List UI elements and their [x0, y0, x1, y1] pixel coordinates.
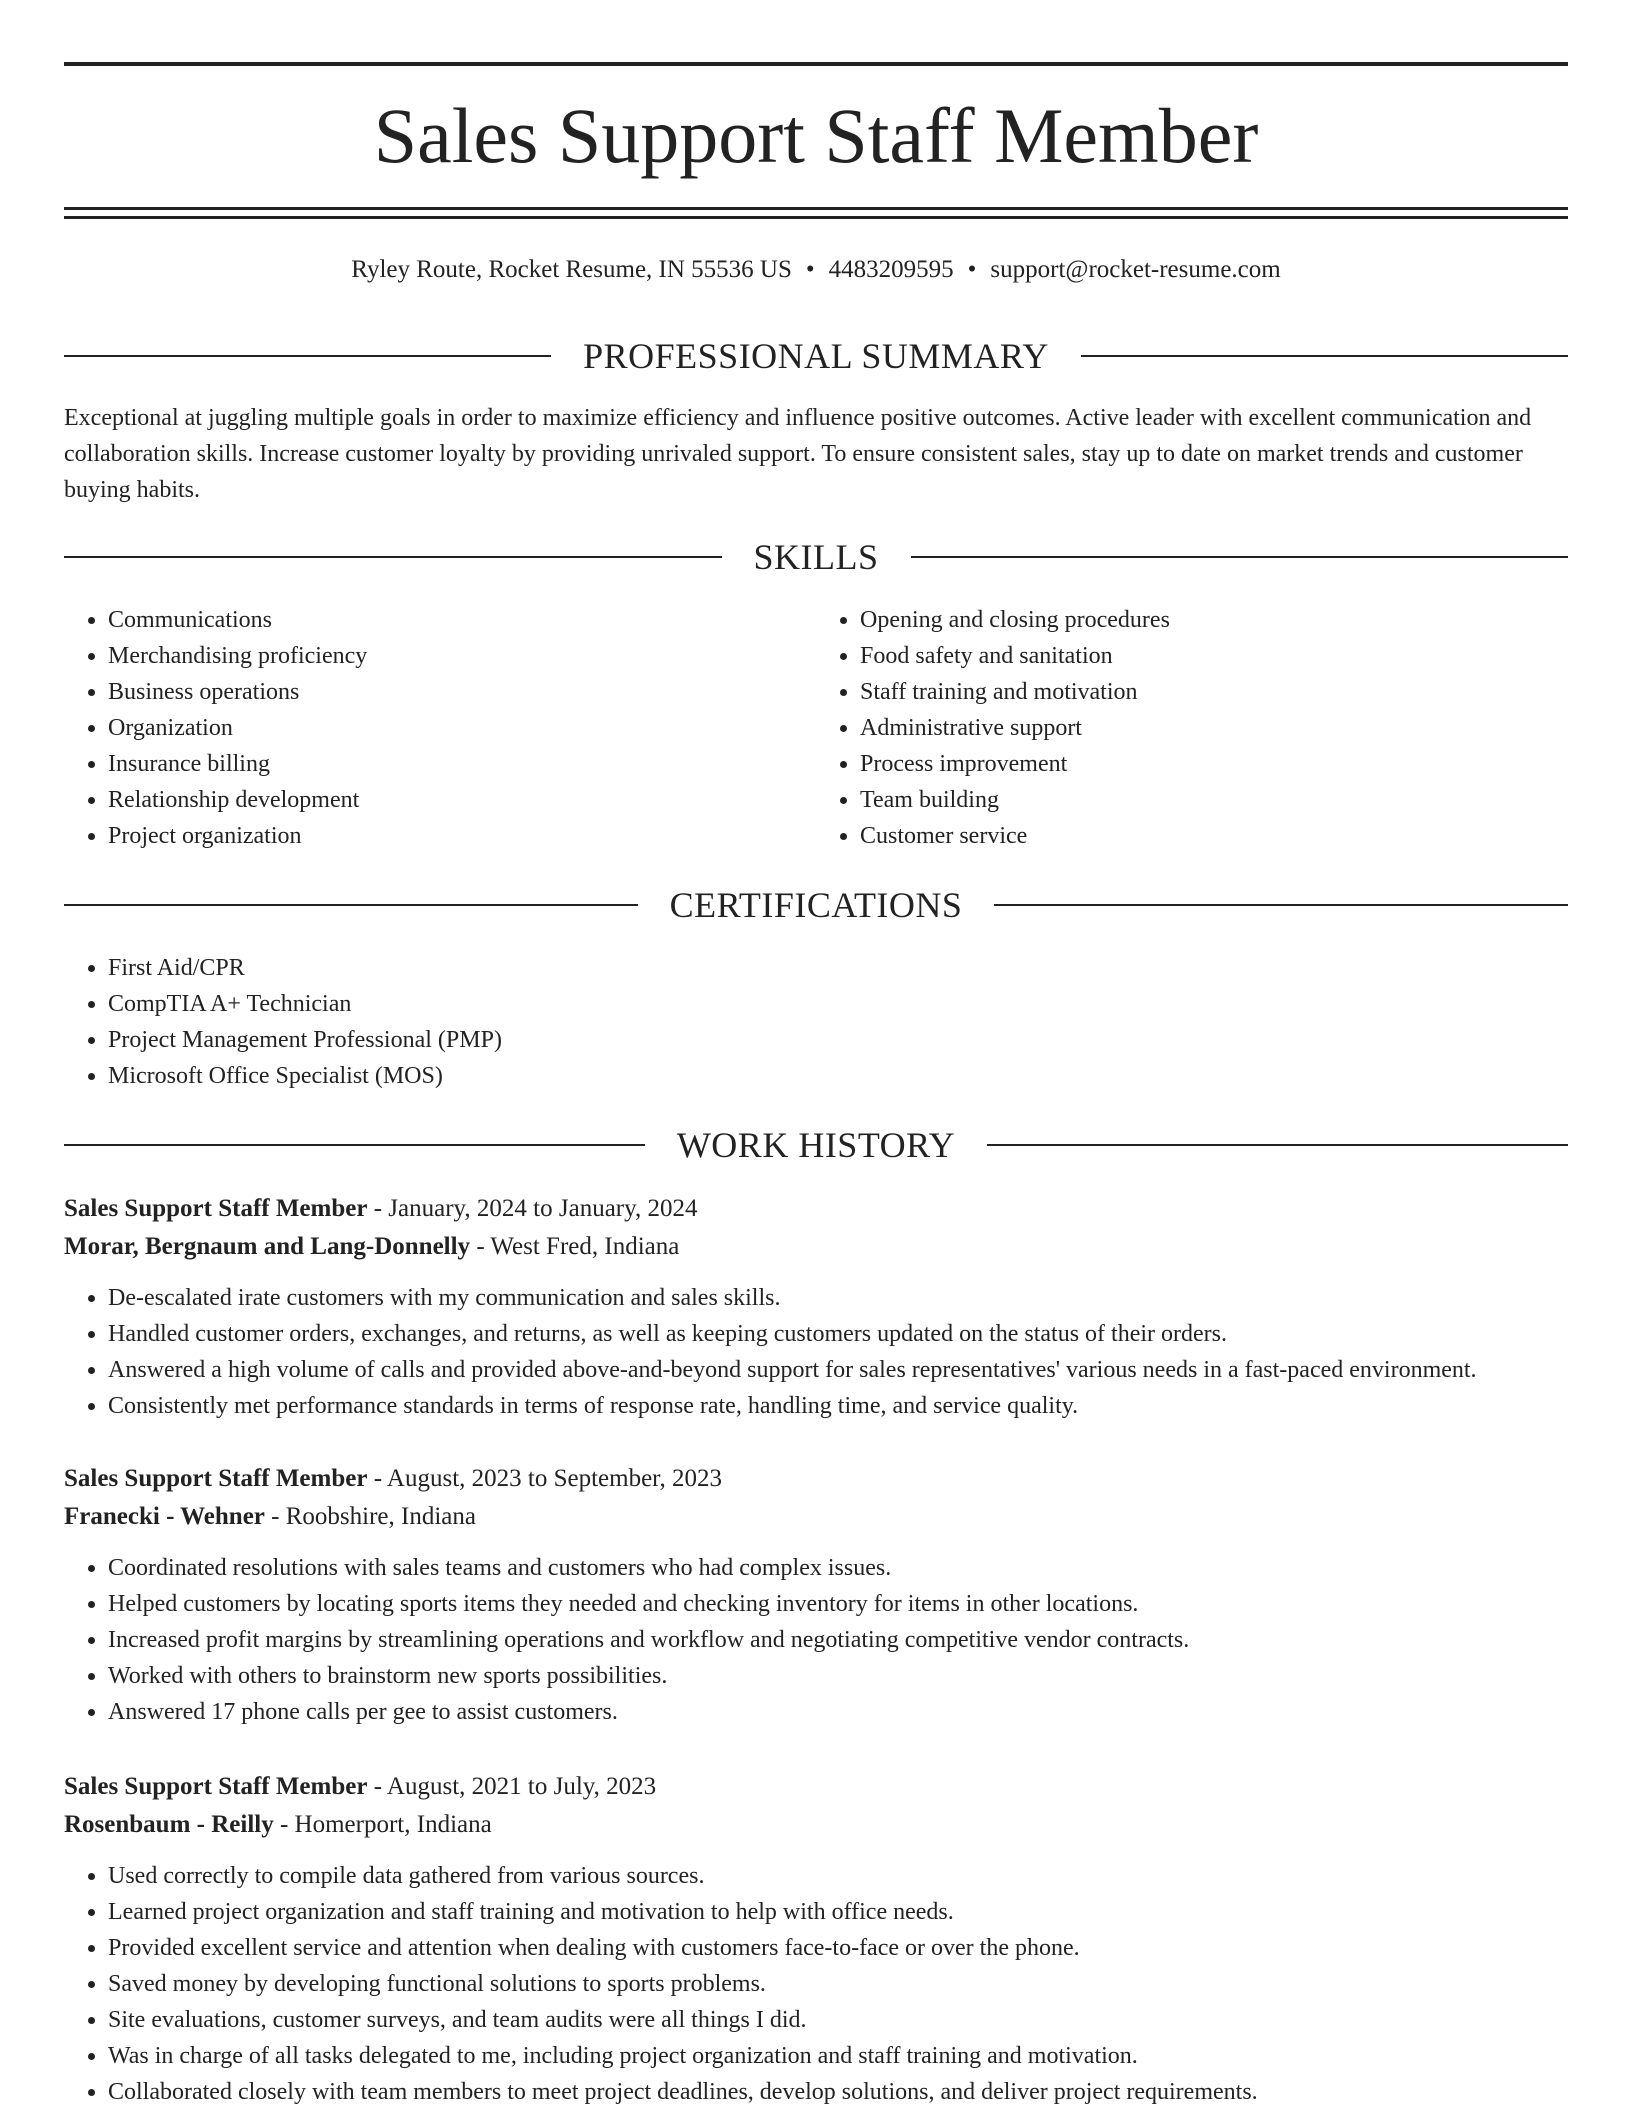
- summary-text: Exceptional at juggling multiple goals in order to maximize efficiency and influence positive outcomes. Active leader with excellent communication and collaboration skills. Increase customer loyalty by providing unrivaled support. To ensure consistent sales, stay up to date on market trends and customer buying habits.: [64, 405, 1532, 503]
- certifications-items: [64, 950, 1568, 1094]
- job-title-line: [64, 1190, 1568, 1228]
- heading-rule-right: [911, 556, 1569, 558]
- job-bullets: [64, 1858, 1568, 2110]
- job-title-line: [64, 1768, 1568, 1806]
- work-heading: WORK HISTORY: [676, 1125, 956, 1165]
- heading-rule-left: [64, 355, 551, 357]
- job-bullet: • Handled customer orders, exchanges, and returns, as well as keeping customers updated on the status of their orders.: [108, 1316, 1568, 1352]
- job-dates: - August, 2023 to September, 2023: [367, 1465, 722, 1492]
- section-heading-work: [64, 1123, 1568, 1167]
- job-bullet: • Learned project organization and staff training and motivation to help with office needs.: [108, 1894, 1568, 1930]
- skill-item: • Communications: [108, 602, 816, 638]
- job-bullet: • Answered 17 phone calls per gee to assist customers.: [108, 1694, 1568, 1730]
- job-entry: [64, 1460, 1568, 1730]
- contact-separator: •: [967, 256, 977, 283]
- header-top-rule: [64, 62, 1568, 66]
- skill-item: • Food safety and sanitation: [860, 638, 1568, 674]
- job-title: Sales Support Staff Member: [64, 1195, 368, 1222]
- job-bullet: • Provided excellent service and attention when dealing with customers face-to-face or over the phone.: [108, 1930, 1568, 1966]
- job-bullet: • Helped customers by locating sports items they needed and checking inventory for items in other locations.: [108, 1586, 1568, 1622]
- job-title-line: [64, 1460, 1568, 1498]
- job-dates: - January, 2024 to January, 2024: [367, 1195, 698, 1222]
- job-bullets: [64, 1550, 1568, 1730]
- job-bullet: • Site evaluations, customer surveys, and team audits were all things I did.: [108, 2002, 1568, 2038]
- section-heading-skills: [64, 535, 1568, 579]
- skill-item: • Team building: [860, 782, 1568, 818]
- job-company-line: [64, 1228, 1568, 1266]
- job-company: Rosenbaum - Reilly: [64, 1811, 274, 1838]
- job-dates: - August, 2021 to July, 2023: [367, 1773, 657, 1800]
- skill-item: • Merchandising proficiency: [108, 638, 816, 674]
- certifications-heading: CERTIFICATIONS: [669, 885, 963, 925]
- heading-rule-left: [64, 904, 638, 906]
- heading-rule-right: [994, 904, 1568, 906]
- job-company: Franecki - Wehner: [64, 1503, 265, 1530]
- skill-item: • Process improvement: [860, 746, 1568, 782]
- skill-item: • Staff training and motivation: [860, 674, 1568, 710]
- job-bullet: • Collaborated closely with team members to meet project deadlines, develop solutions, and deliver project requirements.: [108, 2074, 1568, 2110]
- skills-list: [64, 602, 1568, 854]
- job-entry: [64, 1768, 1568, 2110]
- certification-item: • Project Management Professional (PMP): [108, 1022, 1568, 1058]
- job-company-line: [64, 1806, 1568, 1844]
- certifications-list: [64, 950, 1568, 1094]
- candidate-name: Sales Support Staff Member: [373, 92, 1259, 179]
- skills-heading: SKILLS: [753, 537, 879, 577]
- skill-item: • Project organization: [108, 818, 816, 854]
- skill-item: • Customer service: [860, 818, 1568, 854]
- job-company-line: [64, 1498, 1568, 1536]
- skill-item: • Administrative support: [860, 710, 1568, 746]
- contact-phone: 4483209595: [828, 256, 954, 283]
- skills-column-right: [816, 602, 1568, 854]
- certification-item: • CompTIA A+ Technician: [108, 986, 1568, 1022]
- contact-address: Ryley Route, Rocket Resume, IN 55536 US: [351, 256, 792, 283]
- job-bullet: • Saved money by developing functional solutions to sports problems.: [108, 1966, 1568, 2002]
- certification-item: • First Aid/CPR: [108, 950, 1568, 986]
- contact-line: [64, 252, 1568, 288]
- skills-column-left: [64, 602, 816, 854]
- job-bullets: [64, 1280, 1568, 1424]
- skill-item: • Relationship development: [108, 782, 816, 818]
- job-title: Sales Support Staff Member: [64, 1773, 368, 1800]
- job-location: - Homerport, Indiana: [273, 1811, 492, 1838]
- skill-item: • Opening and closing procedures: [860, 602, 1568, 638]
- skill-item: • Business operations: [108, 674, 816, 710]
- job-location: - West Fred, Indiana: [470, 1233, 680, 1260]
- heading-rule-right: [987, 1144, 1568, 1146]
- job-bullet: • Answered a high volume of calls and provided above-and-beyond support for sales representatives' various needs in a fast-paced environment.: [108, 1352, 1568, 1388]
- section-heading-summary: [64, 334, 1568, 378]
- contact-email[interactable]: support@rocket-resume.com: [990, 256, 1281, 283]
- section-heading-certifications: [64, 883, 1568, 927]
- skill-item: • Organization: [108, 710, 816, 746]
- certification-item: • Microsoft Office Specialist (MOS): [108, 1058, 1568, 1094]
- header-double-rule-upper: [64, 207, 1568, 210]
- job-bullet: • Used correctly to compile data gathered from various sources.: [108, 1858, 1568, 1894]
- job-bullet: • Consistently met performance standards in terms of response rate, handling time, and service quality.: [108, 1388, 1568, 1424]
- summary-heading: PROFESSIONAL SUMMARY: [583, 336, 1049, 376]
- job-bullet: • Worked with others to brainstorm new sports possibilities.: [108, 1658, 1568, 1694]
- skill-item: • Insurance billing: [108, 746, 816, 782]
- job-location: - Roobshire, Indiana: [264, 1503, 476, 1530]
- job-title: Sales Support Staff Member: [64, 1465, 368, 1492]
- heading-rule-right: [1081, 355, 1568, 357]
- header-double-rule-lower: [64, 216, 1568, 219]
- heading-rule-left: [64, 1144, 645, 1146]
- job-company: Morar, Bergnaum and Lang-Donnelly: [64, 1233, 471, 1260]
- heading-rule-left: [64, 556, 722, 558]
- job-bullet: • De-escalated irate customers with my communication and sales skills.: [108, 1280, 1568, 1316]
- job-bullet: • Was in charge of all tasks delegated to me, including project organization and staff training and motivation.: [108, 2038, 1568, 2074]
- job-bullet: • Increased profit margins by streamlining operations and workflow and negotiating competitive vendor contracts.: [108, 1622, 1568, 1658]
- job-bullet: • Coordinated resolutions with sales teams and customers who had complex issues.: [108, 1550, 1568, 1586]
- contact-separator: •: [805, 256, 815, 283]
- job-entry: [64, 1190, 1568, 1424]
